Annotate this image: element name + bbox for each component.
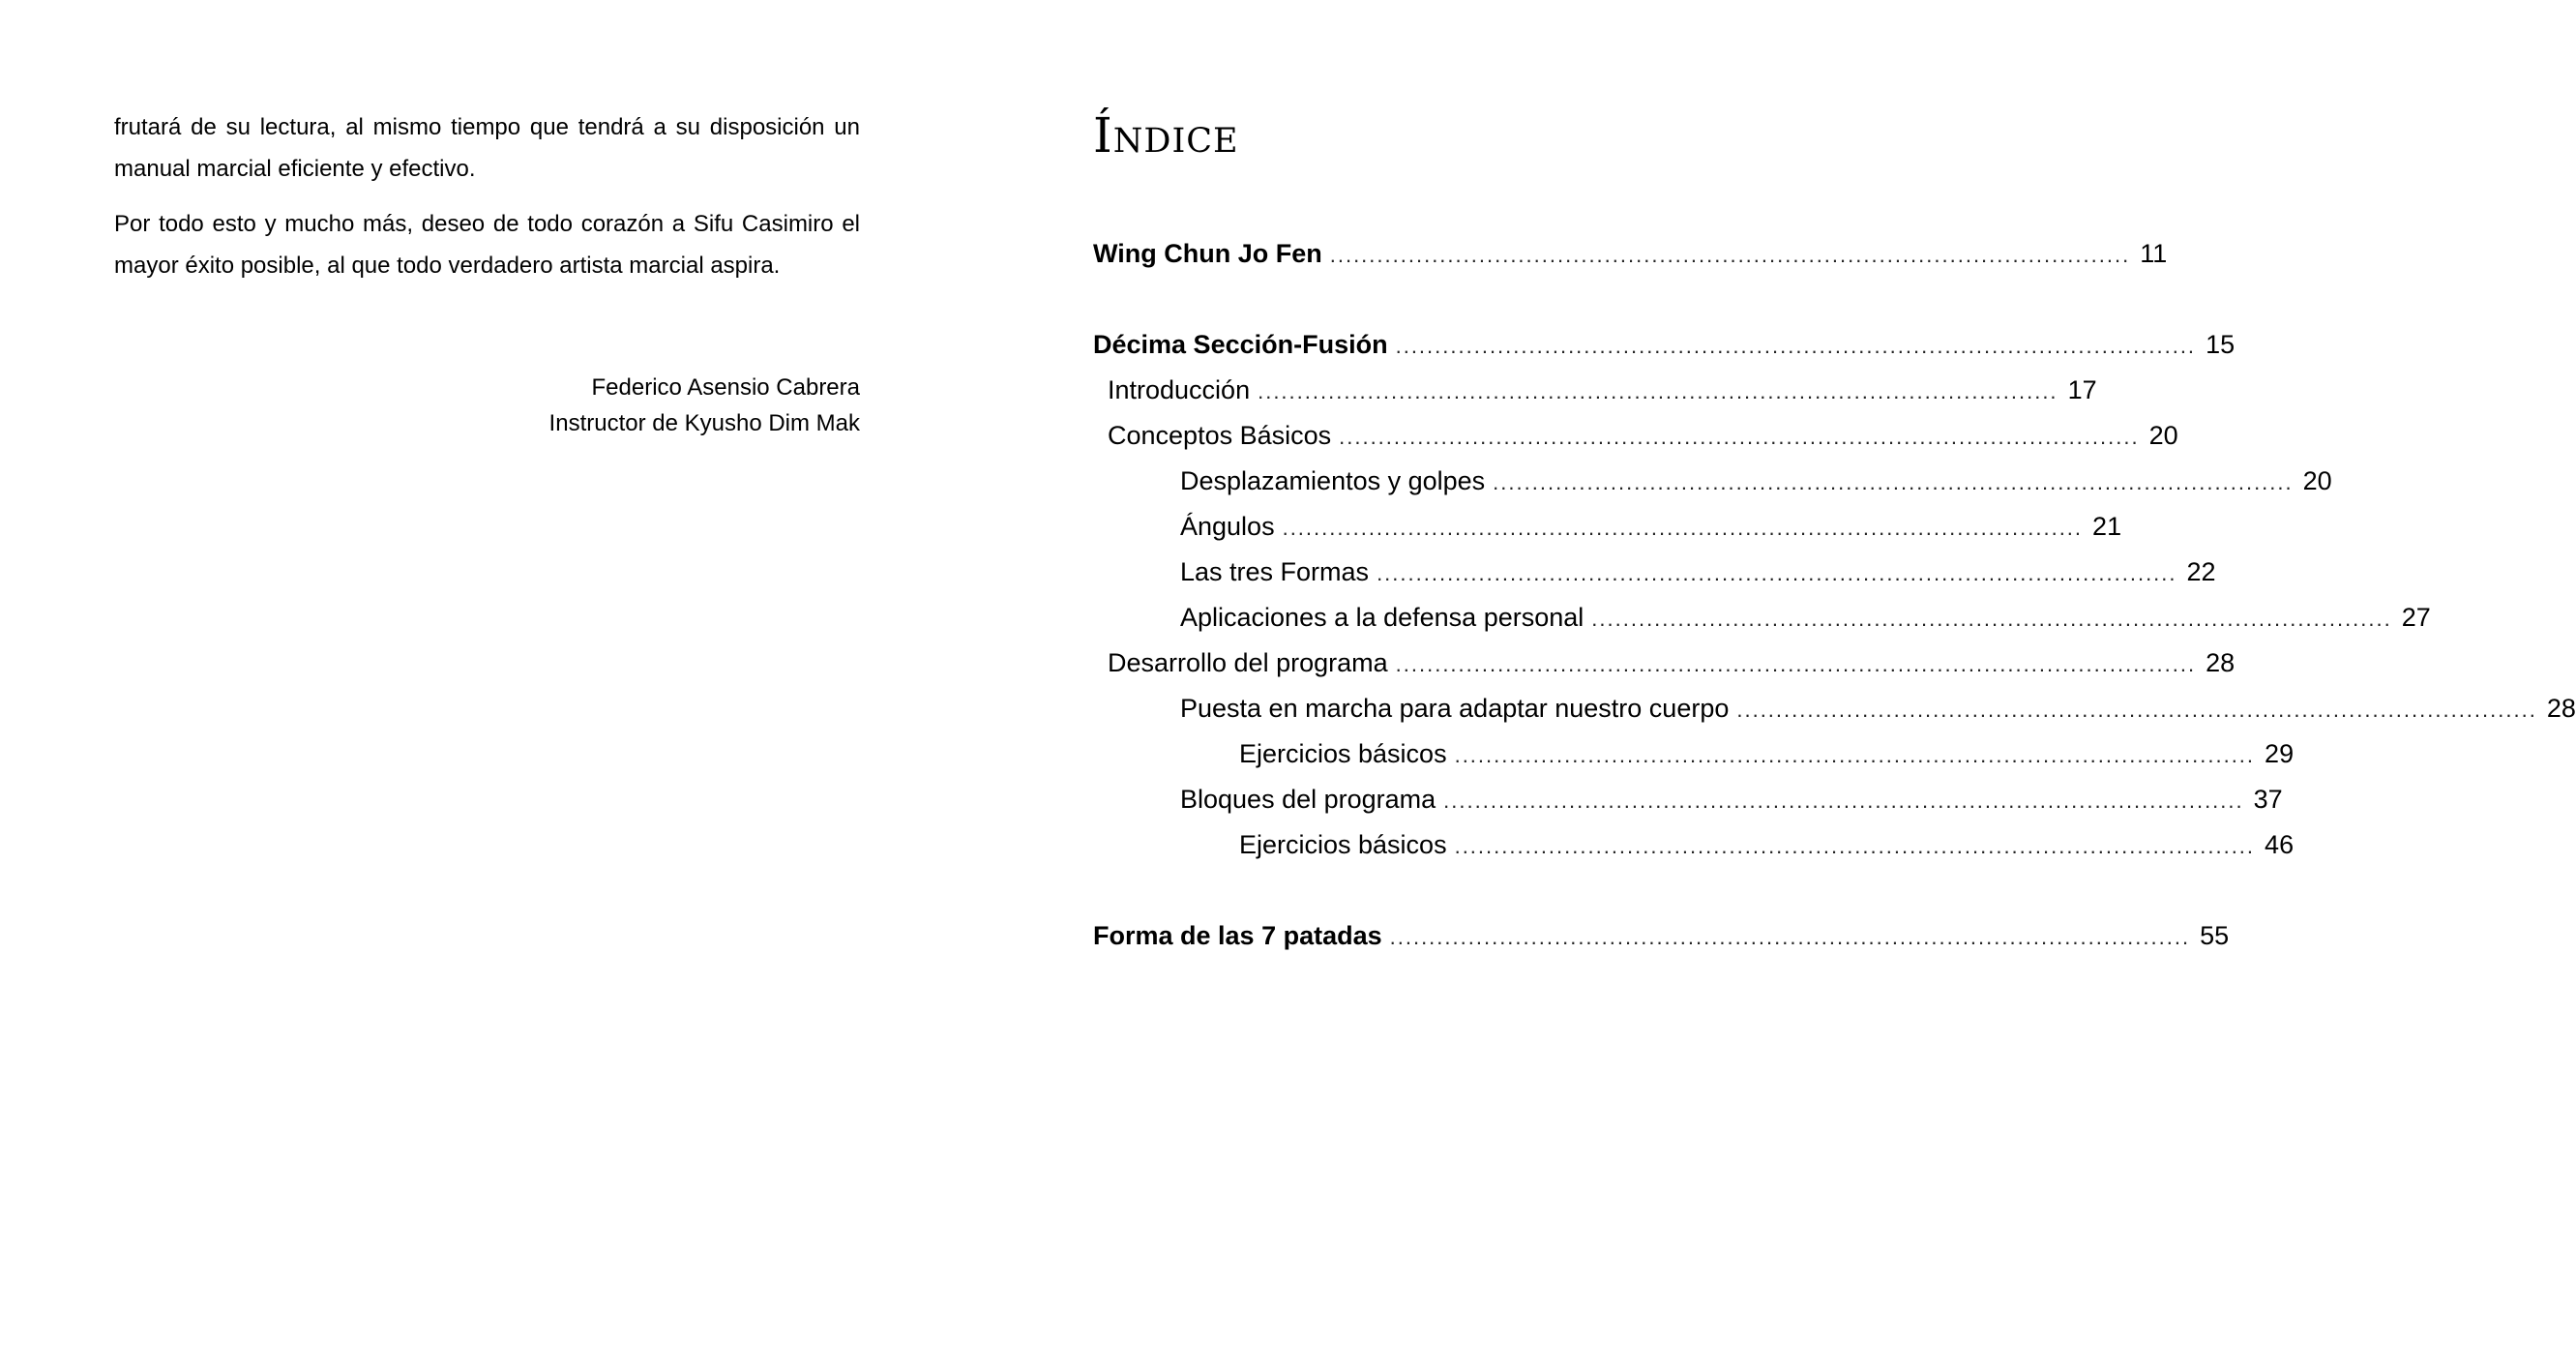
- toc-leader-dots: ......................................................................................................: [1389, 925, 2191, 949]
- toc-entry[interactable]: [1180, 555, 2216, 588]
- toc-entry[interactable]: [1239, 737, 2295, 770]
- toc-page-number: 29: [2265, 739, 2295, 768]
- toc-page-number: 15: [2206, 330, 2235, 359]
- toc-page-number: 46: [2265, 830, 2295, 859]
- toc-entry[interactable]: [1180, 510, 2122, 543]
- toc-leader-dots: ......................................................................................................: [1454, 743, 2256, 767]
- signature-role: Instructor de Kyusho Dim Mak: [548, 410, 860, 436]
- toc-entry[interactable]: [1180, 464, 2332, 497]
- toc-page-number: 55: [2200, 921, 2230, 950]
- toc-page-number: 20: [2148, 421, 2178, 450]
- toc-entry[interactable]: [1093, 919, 2230, 952]
- toc-leader-dots: ......................................................................................................: [1736, 698, 2537, 722]
- toc-leader-dots: ......................................................................................................: [1377, 561, 2177, 585]
- toc-entry[interactable]: [1108, 646, 2235, 679]
- toc-leader-dots: ......................................................................................................: [1493, 470, 2294, 494]
- paragraph: frutará de su lectura, al mismo tiempo que tendrá a su disposición un manual marcial eficiente y efectivo.: [114, 114, 860, 182]
- toc-leader-dots: ......................................................................................................: [1339, 425, 2140, 449]
- toc-page-number: 21: [2092, 512, 2122, 541]
- toc-leader-dots: ......................................................................................................: [1258, 379, 2058, 403]
- toc-entry-label: Conceptos Básicos: [1108, 421, 1332, 450]
- toc-entry-label: Aplicaciones a la defensa personal: [1180, 603, 1584, 632]
- signature-name: Federico Asensio Cabrera: [591, 374, 860, 401]
- toc-page-number: 22: [2186, 557, 2216, 586]
- toc-entry-label: Décima Sección-Fusión: [1093, 330, 1388, 359]
- toc-page-number: 27: [2401, 603, 2431, 632]
- toc-entry[interactable]: [1180, 601, 2431, 634]
- toc-entry-label: Bloques del programa: [1180, 785, 1436, 814]
- toc-leader-dots: ......................................................................................................: [1454, 834, 2256, 858]
- toc-entry-label: Desplazamientos y golpes: [1180, 466, 1486, 495]
- signature: [114, 370, 860, 441]
- toc-page-number: 17: [2067, 375, 2097, 404]
- toc-page-number: 28: [2206, 648, 2235, 677]
- toc-entry[interactable]: [1108, 373, 2097, 406]
- toc-entry-label: Las tres Formas: [1180, 557, 1370, 586]
- toc-leader-dots: ......................................................................................................: [1329, 243, 2131, 267]
- toc-title: Índice: [1093, 107, 1239, 164]
- toc-leader-dots: ......................................................................................................: [1282, 516, 2084, 540]
- toc-leader-dots: ......................................................................................................: [1443, 789, 2244, 813]
- toc-entry-label: Puesta en marcha para adaptar nuestro cuerpo: [1180, 694, 1730, 723]
- left-page: [114, 106, 860, 441]
- toc-entry[interactable]: [1180, 692, 2576, 725]
- toc-entry-label: Introducción: [1108, 375, 1251, 404]
- toc-entry-label: Desarrollo del programa: [1108, 648, 1388, 677]
- toc-entry-label: Ángulos: [1180, 512, 1275, 541]
- toc-page-number: 20: [2302, 466, 2332, 495]
- toc-entry-label: Forma de las 7 patadas: [1093, 921, 1382, 950]
- toc-entry-label: Ejercicios básicos: [1239, 739, 1447, 768]
- toc-entry[interactable]: [1108, 419, 2178, 452]
- toc-entry[interactable]: [1239, 828, 2295, 861]
- toc-page-number: 37: [2253, 785, 2283, 814]
- toc-leader-dots: ......................................................................................................: [1591, 607, 2392, 631]
- paragraph: Por todo esto y mucho más, deseo de todo corazón a Sifu Casimiro el mayor éxito posible, al que todo verdadero artista marcial aspira.: [114, 211, 860, 279]
- toc-leader-dots: ......................................................................................................: [1395, 334, 2197, 358]
- toc-entry-label: Ejercicios básicos: [1239, 830, 1447, 859]
- toc-entry[interactable]: [1093, 328, 2235, 361]
- right-page: [1093, 0, 2576, 1371]
- toc-entry[interactable]: [1180, 783, 2283, 816]
- toc-page-number: 28: [2546, 694, 2576, 723]
- toc-leader-dots: ......................................................................................................: [1395, 652, 2197, 676]
- toc-entry[interactable]: [1093, 237, 2168, 270]
- toc-page-number: 11: [2140, 239, 2168, 268]
- toc-entry-label: Wing Chun Jo Fen: [1093, 239, 1322, 268]
